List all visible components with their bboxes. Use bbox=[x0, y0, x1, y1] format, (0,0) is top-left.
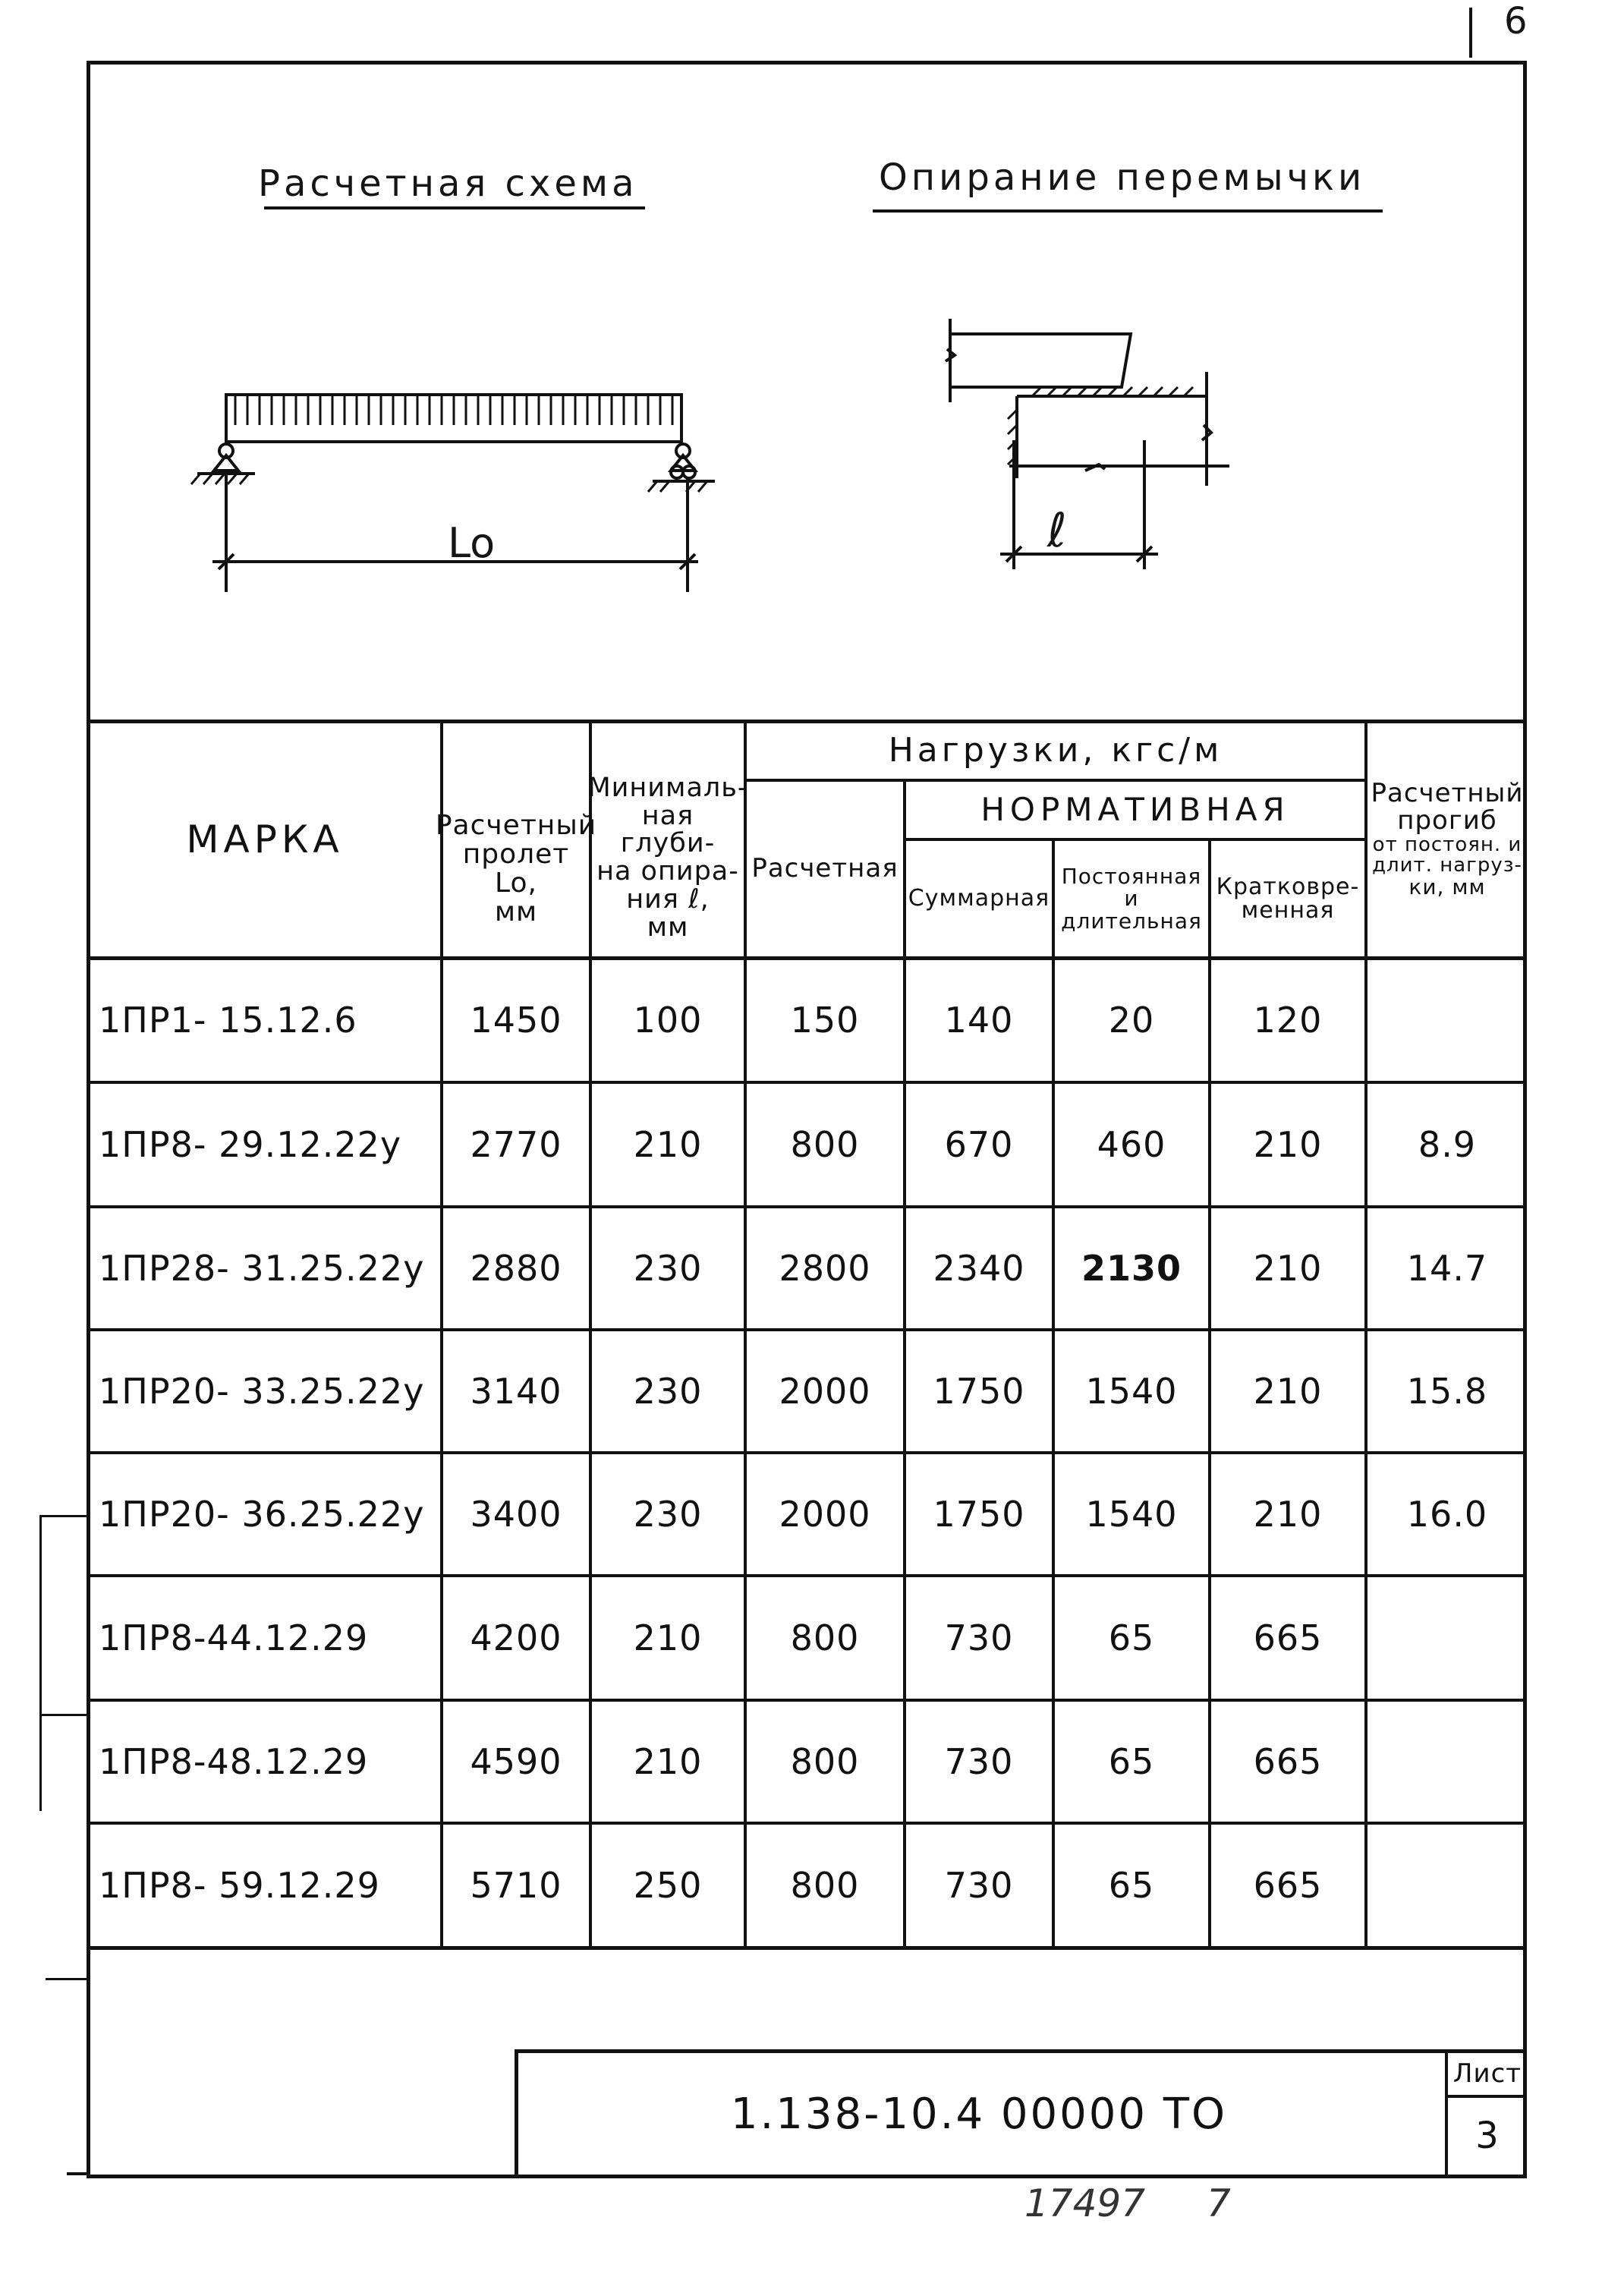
table-cell-mark: 1ПР8- 59.12.29 bbox=[99, 1865, 380, 1906]
table-cell-deflection: 14.7 bbox=[1406, 1248, 1488, 1289]
table-cell-total: 730 bbox=[944, 1865, 1014, 1906]
table-cell-total: 730 bbox=[944, 1741, 1014, 1782]
header-depth-line: мм bbox=[647, 912, 689, 943]
header-loads: Нагрузки, кгс/м bbox=[888, 730, 1223, 770]
table-cell-design: 800 bbox=[790, 1124, 860, 1165]
corner-page-number: 6 bbox=[1504, 0, 1528, 43]
table-cell-deflection: 8.9 bbox=[1418, 1124, 1477, 1165]
header-span-line: пролет bbox=[462, 839, 570, 871]
table-cell-deflection bbox=[1367, 1702, 1527, 1822]
table-cell-mark: 1ПР1- 15.12.6 bbox=[99, 1000, 357, 1041]
table-cell-depth: 230 bbox=[633, 1494, 703, 1535]
table-cell-total: 2340 bbox=[933, 1248, 1025, 1289]
header-permanent bbox=[1055, 841, 1208, 956]
table-cell-span: 4590 bbox=[470, 1741, 562, 1782]
header-total: Суммарная bbox=[908, 885, 1050, 912]
table-cell-short: 210 bbox=[1253, 1248, 1323, 1289]
table-cell-permanent: 20 bbox=[1108, 1000, 1155, 1041]
table-cell-depth: 250 bbox=[633, 1865, 703, 1906]
binding-mark bbox=[39, 1515, 42, 1811]
header-normative: НОРМАТИВНАЯ bbox=[980, 790, 1290, 828]
table-cell-permanent: 460 bbox=[1097, 1124, 1166, 1165]
table-cell-depth: 210 bbox=[633, 1124, 703, 1165]
table-cell-deflection bbox=[1367, 1577, 1527, 1699]
table-cell-depth: 230 bbox=[633, 1371, 703, 1412]
heading-lintel-support: Опирание перемычки bbox=[879, 156, 1366, 199]
table-cell-deflection: 16.0 bbox=[1406, 1494, 1488, 1535]
table-cell-short: 665 bbox=[1253, 1617, 1323, 1658]
header-deflection-line: от постоян. и bbox=[1372, 833, 1522, 856]
table-cell-depth: 210 bbox=[633, 1617, 703, 1658]
table-cell-mark: 1ПР8- 29.12.22у bbox=[99, 1124, 402, 1165]
table-cell-span: 4200 bbox=[470, 1617, 562, 1658]
header-design: Расчетная bbox=[751, 853, 899, 884]
table-cell-total: 140 bbox=[944, 1000, 1014, 1041]
table-cell-permanent: 65 bbox=[1108, 1617, 1155, 1658]
header-permanent-line: длительная bbox=[1061, 908, 1202, 934]
table-cell-design: 2000 bbox=[779, 1371, 871, 1412]
header-span-line: Lo, bbox=[495, 868, 537, 899]
table-cell-short: 210 bbox=[1253, 1124, 1323, 1165]
table-cell-depth: 230 bbox=[633, 1248, 703, 1289]
header-permanent-line: Постоянная bbox=[1061, 863, 1202, 889]
table-cell-span: 5710 bbox=[470, 1865, 562, 1906]
table-cell-mark: 1ПР20- 36.25.22у bbox=[99, 1494, 425, 1535]
sheet-label: Лист bbox=[1452, 2058, 1522, 2089]
header-mark: МАРКА bbox=[186, 817, 344, 861]
corner-tick bbox=[1469, 8, 1472, 58]
table-cell-span: 1450 bbox=[470, 1000, 562, 1041]
table-cell-deflection bbox=[1367, 959, 1527, 1081]
header-deflection-line: длит. нагруз- bbox=[1372, 853, 1522, 877]
header-permanent-line: и bbox=[1124, 886, 1139, 912]
table-cell-span: 2880 bbox=[470, 1248, 562, 1289]
table-cell-permanent: 65 bbox=[1108, 1865, 1155, 1906]
header-depth-line: Минималь- bbox=[587, 772, 748, 803]
table-cell-mark: 1ПР8-48.12.29 bbox=[99, 1741, 369, 1782]
table-cell-permanent: 2130 bbox=[1081, 1248, 1182, 1289]
table-cell-total: 730 bbox=[944, 1617, 1014, 1658]
header-depth-line: ния ℓ, bbox=[626, 883, 710, 915]
table-cell-short: 665 bbox=[1253, 1865, 1323, 1906]
table-cell-design: 2800 bbox=[779, 1248, 871, 1289]
support-symbol: ℓ bbox=[1047, 502, 1067, 558]
table-cell-design: 800 bbox=[790, 1741, 860, 1782]
header-depth-line: на опира- bbox=[596, 856, 739, 887]
design-scheme-drawing bbox=[182, 380, 759, 607]
table-cell-deflection: 15.8 bbox=[1406, 1371, 1488, 1412]
table-cell-short: 210 bbox=[1253, 1494, 1323, 1535]
table-cell-span: 2770 bbox=[470, 1124, 562, 1165]
heading-underline bbox=[873, 209, 1383, 213]
header-short-line: менная bbox=[1241, 897, 1335, 924]
table-cell-mark: 1ПР8-44.12.29 bbox=[99, 1617, 369, 1658]
lintel-support-drawing bbox=[926, 304, 1245, 577]
span-symbol: Lo bbox=[448, 519, 496, 567]
table-cell-depth: 210 bbox=[633, 1741, 703, 1782]
heading-design-scheme: Расчетная схема bbox=[258, 162, 638, 205]
header-span-line: Расчетный bbox=[435, 810, 597, 842]
table-cell-span: 3140 bbox=[470, 1371, 562, 1412]
table-cell-depth: 100 bbox=[633, 1000, 703, 1041]
binding-mark bbox=[46, 1978, 88, 1980]
header-depth bbox=[587, 759, 748, 956]
heading-underline bbox=[264, 206, 645, 209]
inventory-number: 17497 bbox=[1024, 2181, 1146, 2225]
table-cell-total: 670 bbox=[944, 1124, 1014, 1165]
copy-number: 7 bbox=[1207, 2181, 1231, 2225]
header-deflection-line: прогиб bbox=[1397, 805, 1497, 836]
table-cell-mark: 1ПР20- 33.25.22у bbox=[99, 1371, 425, 1412]
sheet-number: 3 bbox=[1475, 2115, 1500, 2157]
table-cell-span: 3400 bbox=[470, 1494, 562, 1535]
table-cell-short: 210 bbox=[1253, 1371, 1323, 1412]
document-code: 1.138-10.4 00000 ТО bbox=[730, 2089, 1228, 2139]
header-short-line: Кратковре- bbox=[1216, 873, 1360, 900]
table-cell-deflection bbox=[1367, 1825, 1527, 1946]
binding-mark bbox=[39, 1714, 90, 1716]
table-cell-design: 800 bbox=[790, 1617, 860, 1658]
table-cell-permanent: 1540 bbox=[1085, 1494, 1178, 1535]
header-depth-line: ная глуби- bbox=[620, 800, 716, 859]
frame-corner-mark bbox=[67, 2172, 90, 2175]
table-cell-design: 150 bbox=[790, 1000, 860, 1041]
table-cell-design: 800 bbox=[790, 1865, 860, 1906]
header-deflection-line: Расчетный bbox=[1371, 778, 1524, 809]
header-short bbox=[1211, 841, 1364, 956]
table-cell-permanent: 65 bbox=[1108, 1741, 1155, 1782]
header-deflection bbox=[1367, 723, 1527, 956]
table-cell-mark: 1ПР28- 31.25.22у bbox=[99, 1248, 425, 1289]
table-cell-total: 1750 bbox=[933, 1371, 1025, 1412]
binding-mark bbox=[39, 1515, 90, 1517]
table-cell-total: 1750 bbox=[933, 1494, 1025, 1535]
header-deflection-line: ки, мм bbox=[1408, 874, 1486, 900]
header-span-line: мм bbox=[494, 896, 538, 927]
table-cell-permanent: 1540 bbox=[1085, 1371, 1178, 1412]
header-span bbox=[435, 782, 597, 956]
table-cell-short: 120 bbox=[1253, 1000, 1323, 1041]
table-cell-short: 665 bbox=[1253, 1741, 1323, 1782]
table-cell-design: 2000 bbox=[779, 1494, 871, 1535]
table-rule bbox=[87, 1946, 1527, 1950]
